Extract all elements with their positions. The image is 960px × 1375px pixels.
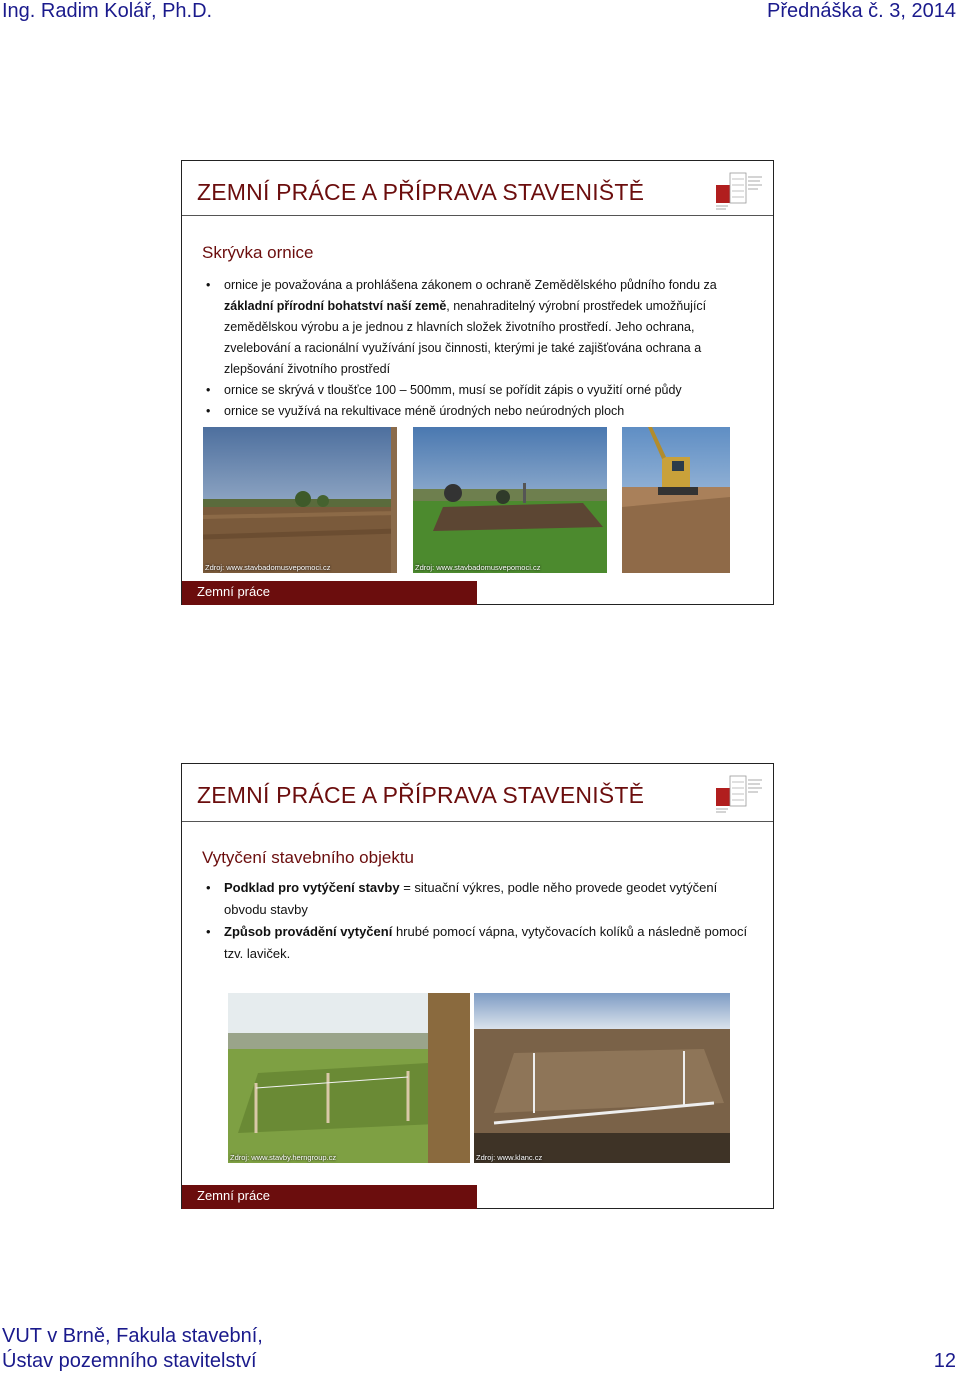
bullet-bold: Podklad pro vytýčení stavby <box>224 880 400 895</box>
photo-caption: Zdroj: www.stavby.herngroup.cz <box>230 1153 337 1162</box>
bullet-list <box>202 275 759 422</box>
photo-field <box>203 427 397 573</box>
photo-caption: Zdroj: www.klanc.cz <box>476 1153 543 1162</box>
photo-excavator <box>622 427 730 573</box>
bullet-list <box>202 877 759 965</box>
bullet-text: , nenahraditelný výrobní prostředek umožňující zemědělskou výrobu a je jednou z hlavních složek životního prostředí. <box>224 299 707 334</box>
slide-footer-bar <box>182 581 477 605</box>
slide-footer-bar <box>182 1185 477 1209</box>
bullet-item: • ornice se využívá na rekultivace méně úrodných nebo neúrodných ploch <box>224 401 759 422</box>
page-number: 12 <box>933 1350 956 1372</box>
slide-title: ZEMNÍ PRÁCE A PŘÍPRAVA STAVENIŠTĚ <box>197 179 645 205</box>
title-divider <box>182 821 773 822</box>
bullet-item <box>224 921 759 965</box>
bullet-bold: základní přírodní bohatství naší země <box>224 299 447 313</box>
photo-caption: Zdroj: www.stavbadomusvepomoci.cz <box>205 563 331 572</box>
slide-footer-text: Zemní práce <box>197 584 270 599</box>
slide-skryvka-ornice <box>181 160 774 605</box>
slide-subtitle: Skrývka ornice <box>202 243 314 262</box>
fast-logo-icon <box>712 167 768 211</box>
header-lecture: Přednáška č. 3, 2014 <box>766 0 956 22</box>
bullet-bold: Způsob provádění vytyčení <box>224 924 393 939</box>
slide-title: ZEMNÍ PRÁCE A PŘÍPRAVA STAVENIŠTĚ <box>197 782 645 808</box>
bullet-text: hrubé pomocí vápna, vytyčovacích kolíků a následně pomocí tzv. laviček. <box>224 924 748 961</box>
bullet-item <box>224 877 759 921</box>
bullet-text: ornice je považována a prohlášena zákonem o ochraně Zemědělského půdního fondu za <box>224 278 717 292</box>
bullet-text: Jeho ochrana, zvelebování a racionální využívání jsou činnosti, kterými je také zajišťována ochrana a zlepšování životního prostředí <box>224 320 702 376</box>
slide-vytyceni <box>181 763 774 1209</box>
photo-caption: Zdroj: www.stavbadomusvepomoci.cz <box>415 563 541 572</box>
footer-faculty: VUT v Brně, Fakula stavební, <box>2 1325 263 1347</box>
header-author: Ing. Radim Kolář, Ph.D. <box>2 0 213 22</box>
slide-footer-text: Zemní práce <box>197 1188 270 1203</box>
photo-foundation-layout <box>474 993 730 1163</box>
photo-stripped-site <box>413 427 607 573</box>
footer-institute: Ústav pozemního stavitelství <box>2 1350 257 1372</box>
title-divider <box>182 215 773 216</box>
slide-subtitle: Vytyčení stavebního objektu <box>202 848 415 867</box>
bullet-item: • ornice se skrývá v tloušťce 100 – 500mm, musí se pořídit zápis o využití orné půdy <box>224 380 759 401</box>
bullet-item <box>224 275 759 380</box>
fast-logo-icon <box>712 770 768 814</box>
photo-staked-lot <box>228 993 470 1163</box>
bullet-text: = situační výkres, podle něho provede geodet vytýčení obvodu stavby <box>224 880 718 917</box>
